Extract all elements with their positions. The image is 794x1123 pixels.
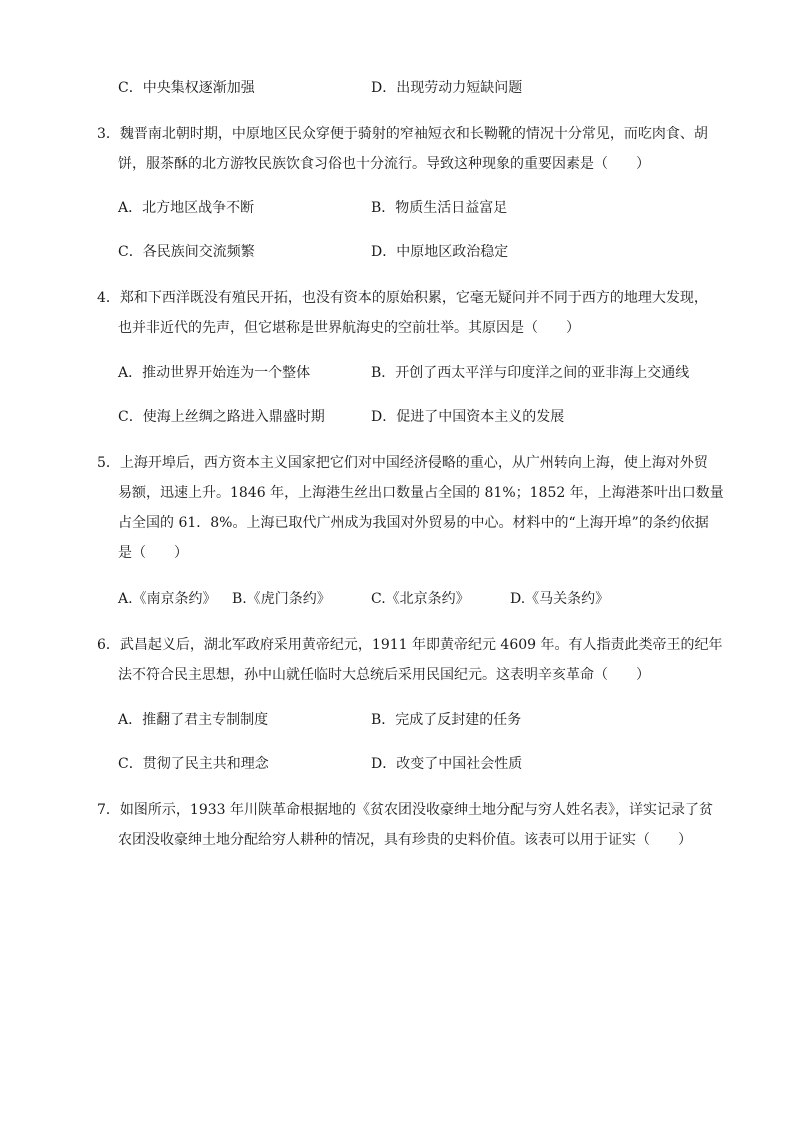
q4-stem-line1: 4．郑和下西洋既没有殖民开拓，也没有资本的原始积累，它毫无疑问并不同于西方的地理大发现， — [97, 290, 708, 306]
q7-stem-line1: 7．如图所示，1933 年川陕革命根据地的《贫农团没收豪绅土地分配与穷人姓名表》，详实记录了贫 — [97, 802, 713, 818]
q5-stem-line3: 占全国的 61．8%。上海已取代广州成为我国对外贸易的中心。材料中的“上海开埠”的条约依据 — [118, 515, 709, 531]
q4-stem-line2: 也并非近代的先声，但它堪称是世界航海史的空前壮举。其原因是（ ） — [118, 320, 580, 336]
q7-stem-line2: 农团没收豪绅土地分配给穷人耕种的情况，具有珍贵的史料价值。该表可以用于证实（ ） — [118, 832, 692, 848]
q4-option-a: A．推动世界开始连为一个整体 — [118, 365, 311, 381]
q3-option-b: B．物质生活日益富足 — [371, 200, 508, 216]
q6-option-a: A．推翻了君主专制制度 — [118, 712, 269, 728]
q6-option-b: B．完成了反封建的任务 — [371, 712, 522, 728]
q4-option-d: D．促进了中国资本主义的发展 — [371, 409, 565, 425]
q4-option-b: B．开创了西太平洋与印度洋之间的亚非海上交通线 — [371, 365, 690, 381]
q3-option-a: A．北方地区战争不断 — [118, 200, 255, 216]
q4-option-c: C．使海上丝绸之路进入鼎盛时期 — [118, 409, 325, 425]
q5-option-d: D.《马关条约》 — [510, 591, 610, 607]
q2-option-c: C．中央集权逐渐加强 — [118, 80, 255, 96]
q6-option-d: D．改变了中国社会性质 — [371, 756, 523, 772]
q3-stem-line2: 饼，服茶酥的北方游牧民族饮食习俗也十分流行。导致这种现象的重要因素是（ ） — [118, 156, 650, 172]
q6-stem-line1: 6．武昌起义后，湖北军政府采用黄帝纪元，1911 年即黄帝纪元 4609 年。有人指责此类帝王的纪年 — [97, 637, 723, 653]
q3-stem-line1: 3．魏晋南北朝时期，中原地区民众穿便于骑射的窄袖短衣和长靿靴的情况十分常见，而吃肉食、胡 — [97, 126, 708, 142]
q5-option-b: B.《虎门条约》 — [232, 591, 331, 607]
q5-stem-line1: 5．上海开埠后，西方资本主义国家把它们对中国经济侵略的重心，从广州转向上海，使上海对外贸 — [97, 455, 708, 471]
q6-option-c: C．贯彻了民主共和理念 — [118, 756, 269, 772]
q2-option-d: D．出现劳动力短缺问题 — [371, 80, 523, 96]
q6-stem-line2: 法不符合民主思想，孙中山就任临时大总统后采用民国纪元。这表明辛亥革命（ ） — [118, 667, 650, 683]
q5-stem-line4: 是（ ） — [118, 545, 188, 561]
q5-stem-line2: 易额，迅速上升。1846 年，上海港生丝出口数量占全国的 81%；1852 年，上海港茶叶出口数量 — [118, 485, 724, 501]
q3-option-d: D．中原地区政治稳定 — [371, 244, 509, 260]
q3-option-c: C．各民族间交流频繁 — [118, 244, 255, 260]
q5-option-c: C.《北京条约》 — [371, 591, 470, 607]
q5-option-a: A.《南京条约》 — [118, 591, 217, 607]
